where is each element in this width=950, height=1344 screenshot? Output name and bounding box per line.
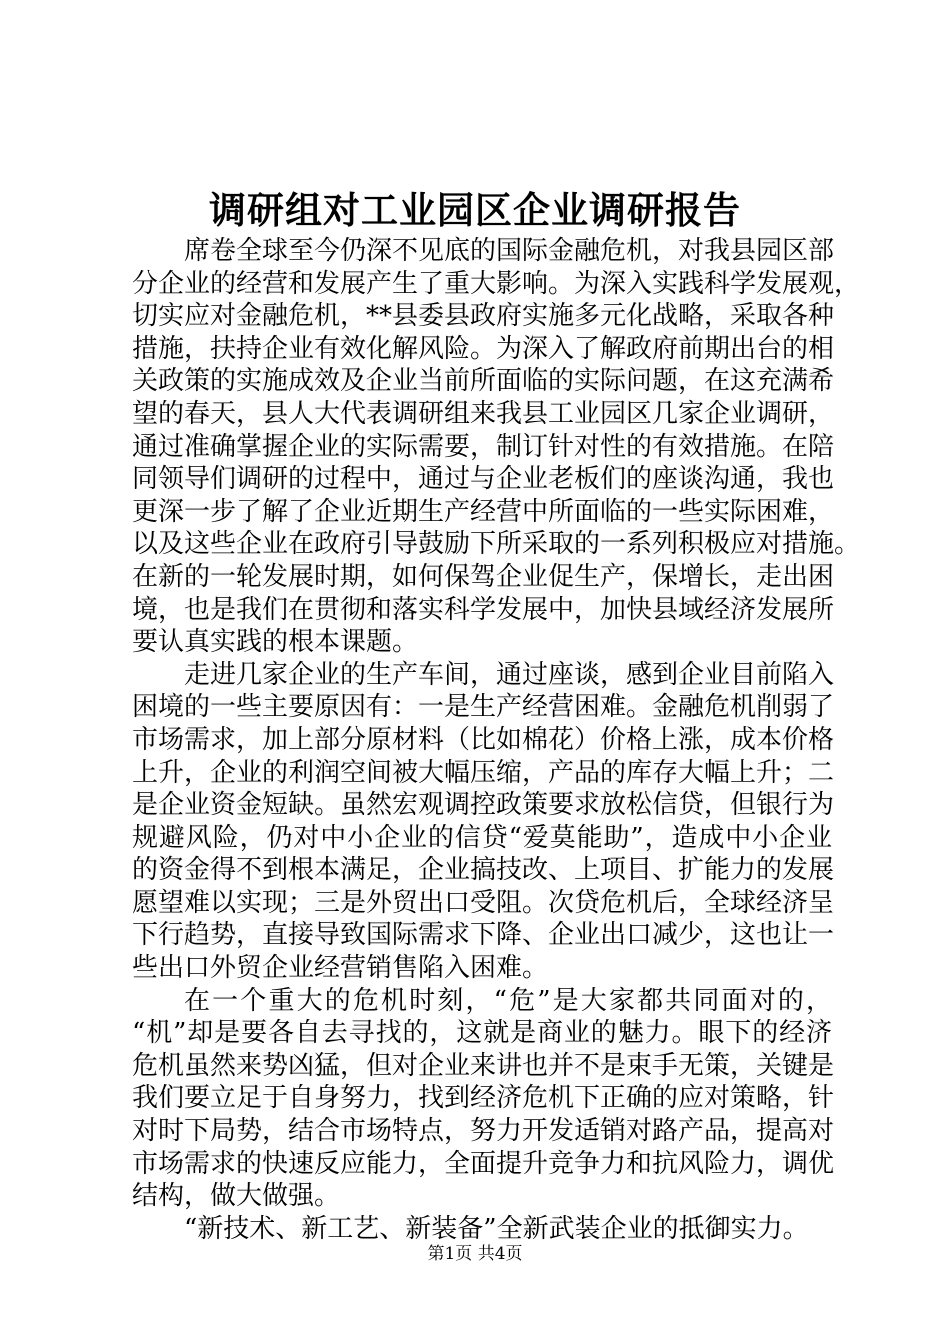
paragraph-line: 对时下局势，结合市场特点，努力开发适销对路产品，提高对 xyxy=(132,1116,835,1147)
paragraph-line: 境，也是我们在贯彻和落实科学发展中，加快县域经济发展所 xyxy=(132,594,835,625)
paragraph-line: 关政策的实施成效及企业当前所面临的实际问题，在这充满希 xyxy=(132,366,835,397)
paragraph xyxy=(132,1213,832,1246)
paragraph-line: 市场需求，加上部分原材料（比如棉花）价格上涨，成本价格 xyxy=(132,724,835,755)
paragraph-line: 切实应对金融危机，**县委县政府实施多元化战略，采取各种 xyxy=(132,301,835,332)
paragraph-line: 规避风险，仍对中小企业的信贷“爱莫能助”，造成中小企业 xyxy=(132,822,832,853)
document-title: 调研组对工业园区企业调研报告 xyxy=(209,188,741,232)
paragraph xyxy=(132,985,835,1213)
document-body xyxy=(132,235,861,1245)
paragraph-line: 席卷全球至今仍深不见底的国际金融危机，对我县园区部 xyxy=(184,236,835,266)
paragraph-line: 上升，企业的利润空间被大幅压缩，产品的库存大幅上升；二 xyxy=(132,757,835,788)
paragraph-line: 是企业资金短缺。虽然宏观调控政策要求放松信贷，但银行为 xyxy=(132,790,835,821)
paragraph-line: 通过准确掌握企业的实际需要，制订针对性的有效措施。在陪 xyxy=(132,431,835,462)
paragraph-line: 要认真实践的根本课题。 xyxy=(132,627,419,658)
paragraph-line: 危机虽然来势凶猛，但对企业来讲也并不是束手无策，关键是 xyxy=(132,1050,835,1081)
paragraph-line: “机”却是要各自去寻找的，这就是商业的魅力。眼下的经济 xyxy=(132,1018,832,1049)
paragraph-line: 在一个重大的危机时刻，“危”是大家都共同面对的， xyxy=(184,985,832,1016)
paragraph-line: 我们要立足于自身努力，找到经济危机下正确的应对策略，针 xyxy=(132,1083,835,1114)
paragraph-line: 的资金得不到根本满足，企业搞技改、上项目、扩能力的发展 xyxy=(132,855,835,886)
paragraph-line: 走进几家企业的生产车间，通过座谈，感到企业目前陷入 xyxy=(184,659,835,690)
paragraph-line: 些出口外贸企业经营销售陷入困难。 xyxy=(132,953,549,984)
paragraph xyxy=(132,659,835,985)
paragraph-line: 分企业的经营和发展产生了重大影响。为深入实践科学发展观， xyxy=(132,268,861,299)
page-footer: 第1页 共4页 xyxy=(427,1244,523,1264)
paragraph xyxy=(132,235,861,659)
paragraph-line: 市场需求的快速反应能力，全面提升竞争力和抗风险力，调优 xyxy=(132,1148,835,1179)
paragraph-line: 愿望难以实现；三是外贸出口受阻。次贷危机后，全球经济呈 xyxy=(132,887,835,918)
paragraph-line: “新技术、新工艺、新装备”全新武装企业的抵御实力。 xyxy=(184,1213,809,1244)
paragraph-line: 更深一步了解了企业近期生产经营中所面临的一些实际困难， xyxy=(132,496,835,527)
paragraph-line: 同领导们调研的过程中，通过与企业老板们的座谈沟通，我也 xyxy=(132,464,835,495)
paragraph-line: 措施，扶持企业有效化解风险。为深入了解政府前期出台的相 xyxy=(132,333,835,364)
paragraph-line: 下行趋势，直接导致国际需求下降、企业出口减少，这也让一 xyxy=(132,920,835,951)
paragraph-line: 以及这些企业在政府引导鼓励下所采取的一系列积极应对措施。 xyxy=(132,529,861,560)
paragraph-line: 在新的一轮发展时期，如何保驾企业促生产，保增长，走出困 xyxy=(132,561,835,592)
paragraph-line: 结构，做大做强。 xyxy=(132,1181,341,1212)
paragraph-line: 困境的一些主要原因有：一是生产经营困难。金融危机削弱了 xyxy=(132,692,835,723)
paragraph-line: 望的春天，县人大代表调研组来我县工业园区几家企业调研， xyxy=(132,398,835,429)
